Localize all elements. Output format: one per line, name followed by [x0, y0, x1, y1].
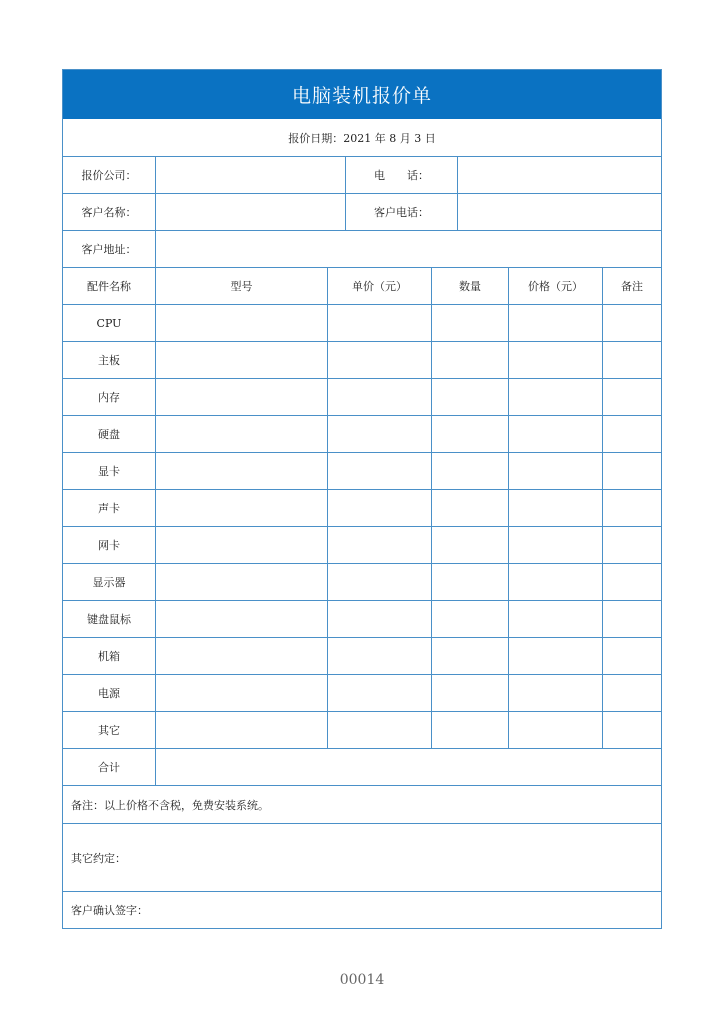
- price-cell[interactable]: [509, 564, 603, 601]
- unit-price-cell[interactable]: [328, 712, 432, 749]
- model-cell[interactable]: [156, 490, 328, 527]
- company-field[interactable]: [156, 157, 346, 194]
- remark-cell[interactable]: [603, 342, 661, 379]
- price-cell[interactable]: [509, 490, 603, 527]
- customer-phone-field[interactable]: [458, 194, 661, 231]
- address-label: 客户地址：: [63, 231, 156, 268]
- model-cell[interactable]: [156, 379, 328, 416]
- header-remark: 备注: [603, 268, 661, 305]
- model-cell[interactable]: [156, 638, 328, 675]
- unit-price-cell[interactable]: [328, 416, 432, 453]
- header-quantity: 数量: [432, 268, 509, 305]
- unit-price-cell[interactable]: [328, 305, 432, 342]
- remark-cell[interactable]: [603, 416, 661, 453]
- unit-price-cell[interactable]: [328, 527, 432, 564]
- unit-price-cell[interactable]: [328, 490, 432, 527]
- price-cell[interactable]: [509, 416, 603, 453]
- price-cell[interactable]: [509, 601, 603, 638]
- remark-cell[interactable]: [603, 675, 661, 712]
- remark-cell[interactable]: [603, 453, 661, 490]
- quantity-cell[interactable]: [432, 712, 509, 749]
- quantity-cell[interactable]: [432, 601, 509, 638]
- customer-signature: 客户确认签字：: [71, 904, 148, 917]
- quote-sheet: [62, 69, 662, 929]
- part-name: 内存: [63, 379, 156, 416]
- remark-note: 备注：以上价格不含税，免费安装系统。: [63, 786, 661, 824]
- header-model: 型号: [156, 268, 328, 305]
- part-name: 机箱: [63, 638, 156, 675]
- part-name: 主板: [63, 342, 156, 379]
- part-name: 其它: [63, 712, 156, 749]
- quantity-cell[interactable]: [432, 416, 509, 453]
- header-unit-price: 单价（元）: [328, 268, 432, 305]
- model-cell[interactable]: [156, 564, 328, 601]
- customer-name-field[interactable]: [156, 194, 346, 231]
- price-cell[interactable]: [509, 675, 603, 712]
- unit-price-cell[interactable]: [328, 601, 432, 638]
- remark-cell[interactable]: [603, 379, 661, 416]
- remark-cell[interactable]: [603, 490, 661, 527]
- unit-price-cell[interactable]: [328, 453, 432, 490]
- model-cell[interactable]: [156, 527, 328, 564]
- price-cell[interactable]: [509, 305, 603, 342]
- quantity-cell[interactable]: [432, 675, 509, 712]
- quantity-cell[interactable]: [432, 527, 509, 564]
- other-terms: 其它约定：: [63, 824, 661, 892]
- model-cell[interactable]: [156, 305, 328, 342]
- part-name: 键盘鼠标: [63, 601, 156, 638]
- price-cell[interactable]: [509, 342, 603, 379]
- quantity-cell[interactable]: [432, 490, 509, 527]
- quantity-cell[interactable]: [432, 564, 509, 601]
- price-cell[interactable]: [509, 527, 603, 564]
- quantity-cell[interactable]: [432, 305, 509, 342]
- quantity-cell[interactable]: [432, 342, 509, 379]
- model-cell[interactable]: [156, 342, 328, 379]
- total-field[interactable]: [156, 749, 661, 786]
- price-cell[interactable]: [509, 379, 603, 416]
- part-name: 硬盘: [63, 416, 156, 453]
- page-number: 00014: [339, 972, 385, 988]
- model-cell[interactable]: [156, 675, 328, 712]
- quote-date: 报价日期：2021 年 8 月 3 日: [63, 119, 661, 157]
- company-label: 报价公司：: [63, 157, 156, 194]
- quantity-cell[interactable]: [432, 638, 509, 675]
- customer-name-label: 客户名称：: [63, 194, 156, 231]
- header-part-name: 配件名称: [63, 268, 156, 305]
- part-name: CPU: [63, 305, 156, 342]
- model-cell[interactable]: [156, 416, 328, 453]
- part-name: 声卡: [63, 490, 156, 527]
- model-cell[interactable]: [156, 601, 328, 638]
- model-cell[interactable]: [156, 712, 328, 749]
- remark-cell[interactable]: [603, 601, 661, 638]
- phone-field[interactable]: [458, 157, 661, 194]
- unit-price-cell[interactable]: [328, 675, 432, 712]
- address-field[interactable]: [156, 231, 661, 268]
- price-cell[interactable]: [509, 638, 603, 675]
- remark-cell[interactable]: [603, 564, 661, 601]
- remark-cell[interactable]: [603, 638, 661, 675]
- customer-phone-label: 客户电话：: [346, 194, 458, 231]
- total-label: 合计: [63, 749, 156, 786]
- unit-price-cell[interactable]: [328, 638, 432, 675]
- remark-cell[interactable]: [603, 527, 661, 564]
- price-cell[interactable]: [509, 453, 603, 490]
- page-title: 电脑装机报价单: [63, 70, 661, 119]
- header-price: 价格（元）: [509, 268, 603, 305]
- part-name: 显卡: [63, 453, 156, 490]
- phone-label: 电 话：: [346, 157, 458, 194]
- unit-price-cell[interactable]: [328, 564, 432, 601]
- remark-cell[interactable]: [603, 712, 661, 749]
- part-name: 网卡: [63, 527, 156, 564]
- remark-cell[interactable]: [603, 305, 661, 342]
- quantity-cell[interactable]: [432, 453, 509, 490]
- unit-price-cell[interactable]: [328, 342, 432, 379]
- price-cell[interactable]: [509, 712, 603, 749]
- part-name: 显示器: [63, 564, 156, 601]
- model-cell[interactable]: [156, 453, 328, 490]
- quantity-cell[interactable]: [432, 379, 509, 416]
- unit-price-cell[interactable]: [328, 379, 432, 416]
- part-name: 电源: [63, 675, 156, 712]
